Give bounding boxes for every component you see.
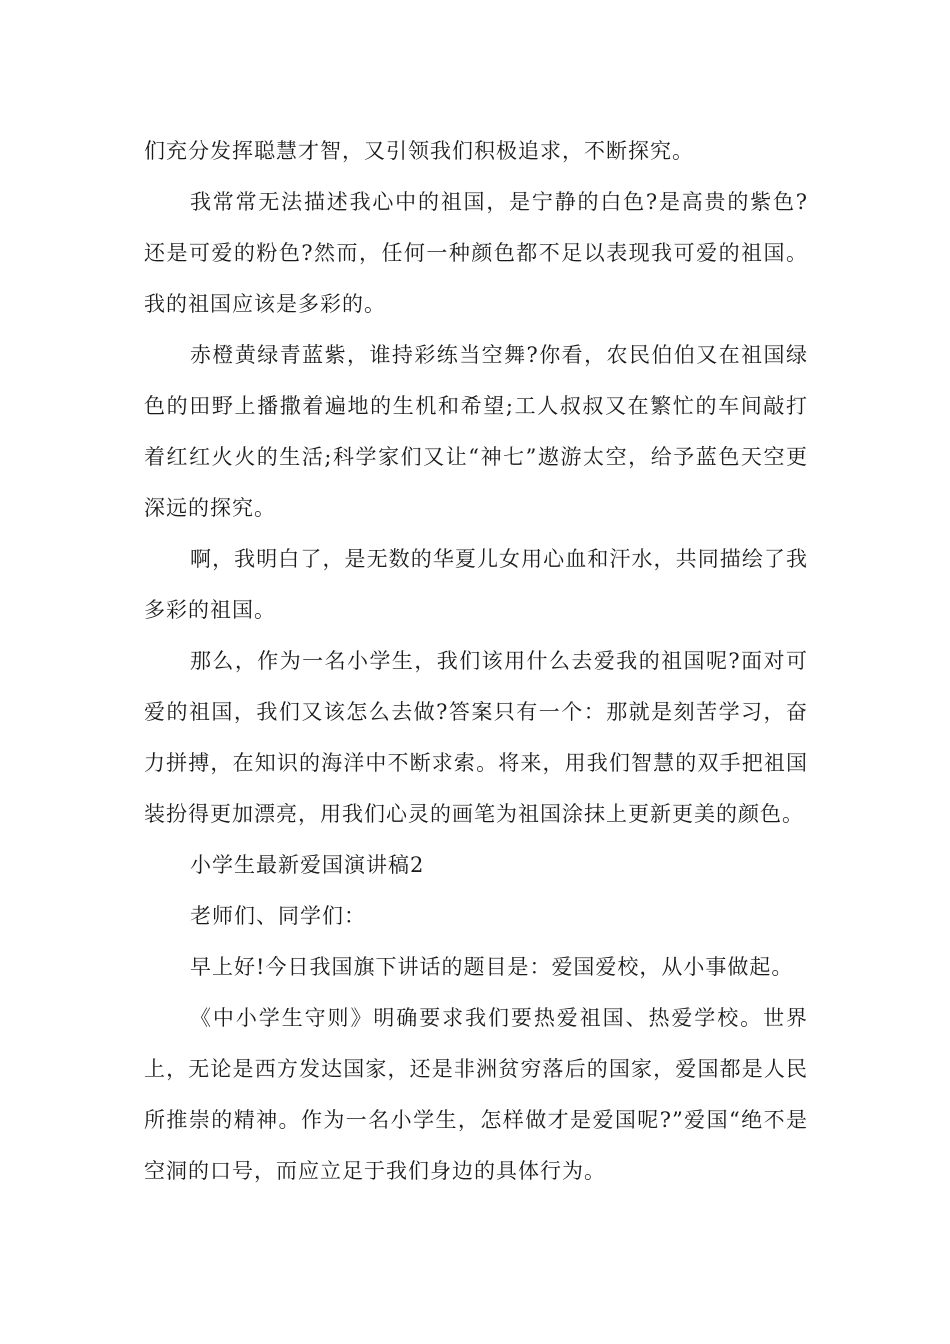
- paragraph-rainbow: 赤橙黄绿青蓝紫，谁持彩练当空舞?你看，农民伯伯又在祖国绿色的田野上播撒着遍地的生机和希望;工人叔叔又在繁忙的车间敲打着红红火火的生活;科学家们又让“神七”遨游太空，给予蓝色天空更深远的探究。: [144, 343, 808, 520]
- document-body: [144, 126, 808, 1197]
- paragraph-greeting: 早上好!今日我国旗下讲话的题目是：爱国爱校，从小事做起。: [190, 955, 794, 979]
- salutation: 老师们、同学们：: [190, 904, 366, 928]
- paragraph-continuation: 们充分发挥聪慧才智，又引领我们积极追求，不断探究。: [144, 139, 694, 163]
- paragraph-colors-question: 我常常无法描述我心中的祖国，是宁静的白色?是高贵的紫色?还是可爱的粉色?然而，任何一种颜色都不足以表现我可爱的祖国。我的祖国应该是多彩的。: [144, 190, 808, 316]
- paragraph-student-duty: 那么，作为一名小学生，我们该用什么去爱我的祖国呢?面对可爱的祖国，我们又该怎么去做?答案只有一个：那就是刻苦学习，奋力拼搏，在知识的海洋中不断求索。将来，用我们智慧的双手把祖国装扮得更加漂亮，用我们心灵的画笔为祖国涂抹上更新更美的颜色。: [144, 649, 808, 826]
- paragraph-realization: 啊，我明白了，是无数的华夏儿女用心血和汗水，共同描绘了我多彩的祖国。: [144, 547, 808, 622]
- section-heading: 小学生最新爱国演讲稿2: [190, 853, 425, 877]
- paragraph-code-of-conduct: 《中小学生守则》明确要求我们要热爱祖国、热爱学校。世界上，无论是西方发达国家，还是非洲贫穷落后的国家，爱国都是人民所推崇的精神。作为一名小学生，怎样做才是爱国呢?”爱国“绝不是空洞的口号，而应立足于我们身边的具体行为。: [144, 1006, 808, 1183]
